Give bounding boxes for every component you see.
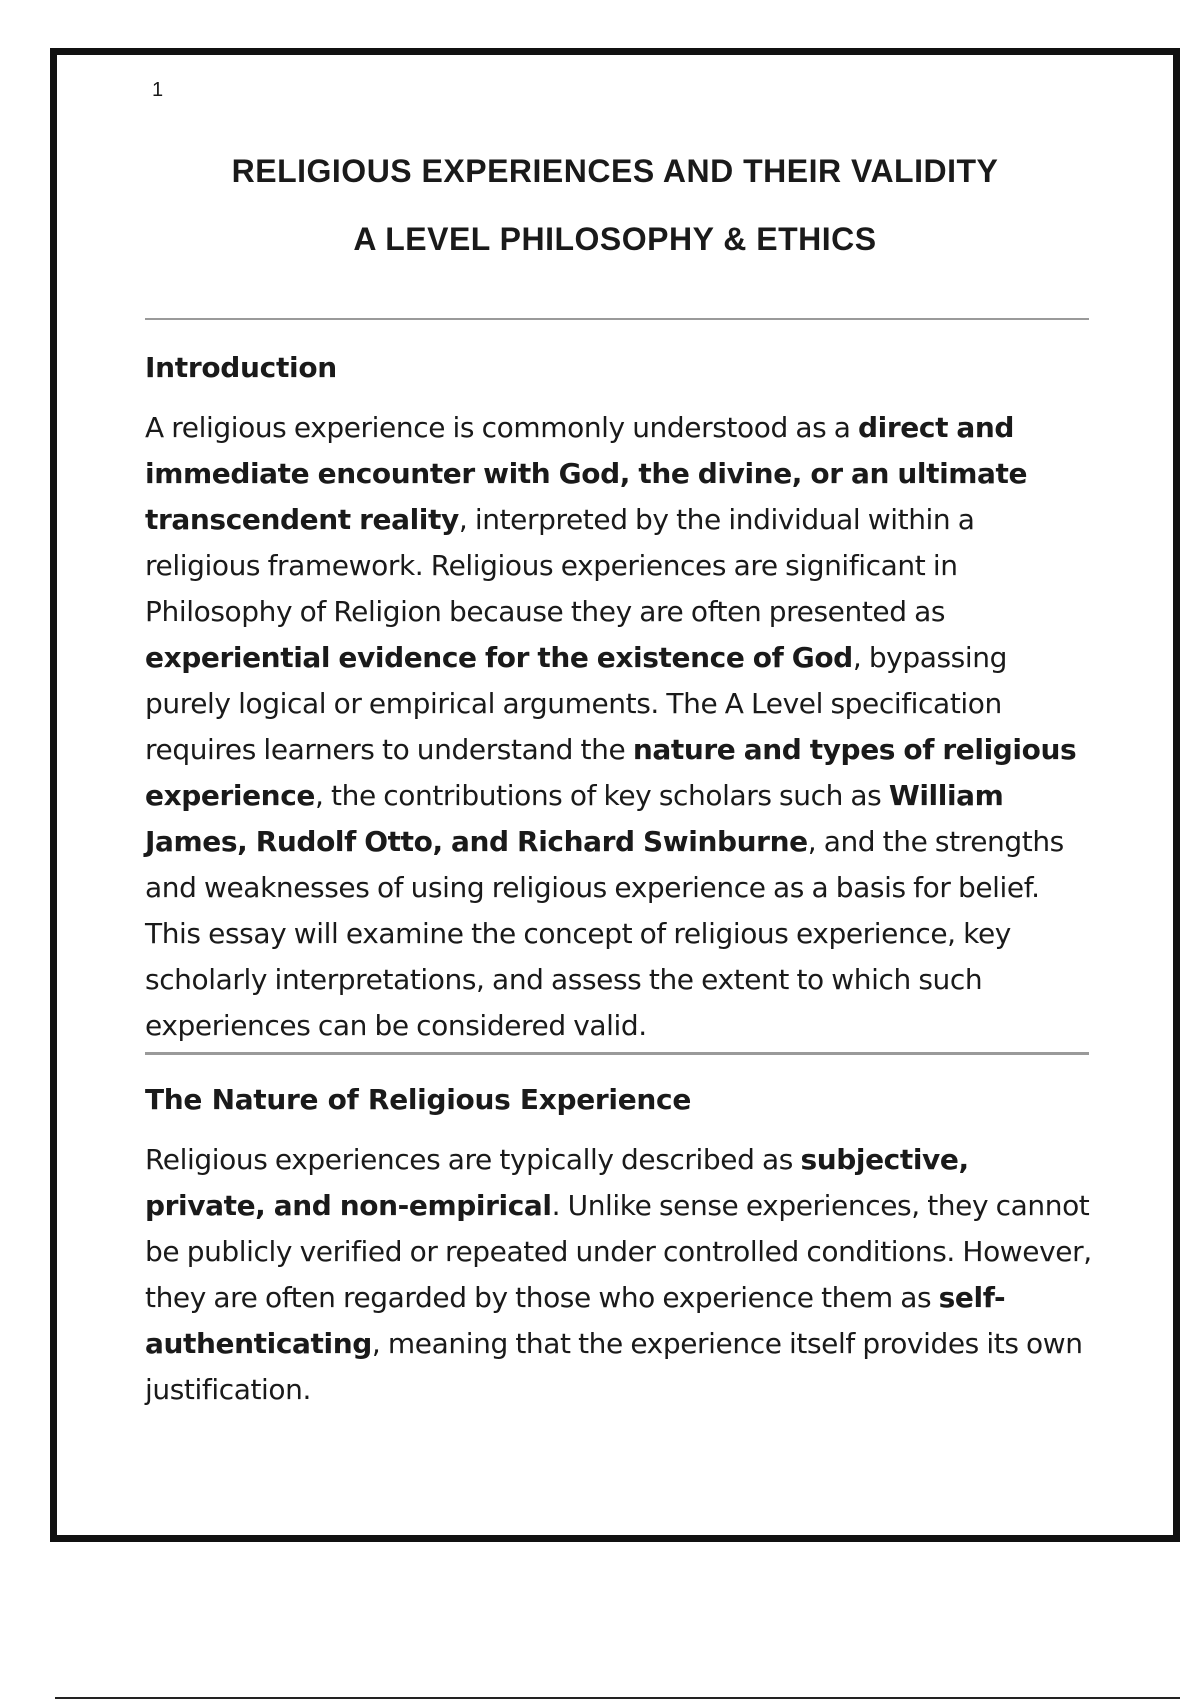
bold-text-segment: subjective, private, and non-empirical — [145, 1143, 969, 1222]
text-segment: , the contributions of key scholars such as — [315, 779, 889, 812]
text-segment: , meaning that the experience itself provides its own justification. — [145, 1327, 1083, 1406]
bold-text-segment: experiential evidence for the existence of God — [145, 641, 853, 674]
text-segment: A religious experience is commonly understood as a — [145, 411, 859, 444]
text-segment: Religious experiences are typically described as — [145, 1143, 801, 1176]
text-segment: , interpreted by the individual within a religious framework. Religious experiences are significant in Philosophy of Religion because they are often presented as — [145, 503, 975, 628]
divider — [145, 318, 1089, 320]
page-bottom-rule — [55, 1697, 1180, 1699]
bold-text-segment: nature and types of religious experience — [145, 733, 1077, 812]
bold-text-segment: self-authenticating — [145, 1281, 1006, 1360]
nature-paragraph — [145, 1137, 1095, 1413]
text-segment: , bypassing purely logical or empirical arguments. The A Level specification requires learners to understand the — [145, 641, 1007, 766]
section-heading-introduction: Introduction — [145, 351, 337, 384]
introduction-paragraph — [145, 405, 1095, 1049]
text-segment: . Unlike sense experiences, they cannot be publicly verified or repeated under controlled conditions. However, they are often regarded by those who experience them as — [145, 1189, 1092, 1314]
text-segment: , and the strengths and weaknesses of using religious experience as a basis for belief. This essay will examine the concept of religious experience, key scholarly interpretations, and assess the extent to which such experiences can be considered valid. — [145, 825, 1064, 1042]
document-subtitle: A LEVEL PHILOSOPHY & ETHICS — [353, 221, 877, 257]
divider — [145, 1052, 1089, 1055]
bold-text-segment: William James, Rudolf Otto, and Richard Swinburne — [145, 779, 1004, 858]
page-number: 1 — [152, 79, 164, 101]
document-title: RELIGIOUS EXPERIENCES AND THEIR VALIDITY — [231, 153, 999, 189]
section-heading-nature: The Nature of Religious Experience — [145, 1083, 692, 1116]
page-frame — [50, 48, 1180, 1542]
bold-text-segment: direct and immediate encounter with God, the divine, or an ultimate transcendent reality — [145, 411, 1028, 536]
